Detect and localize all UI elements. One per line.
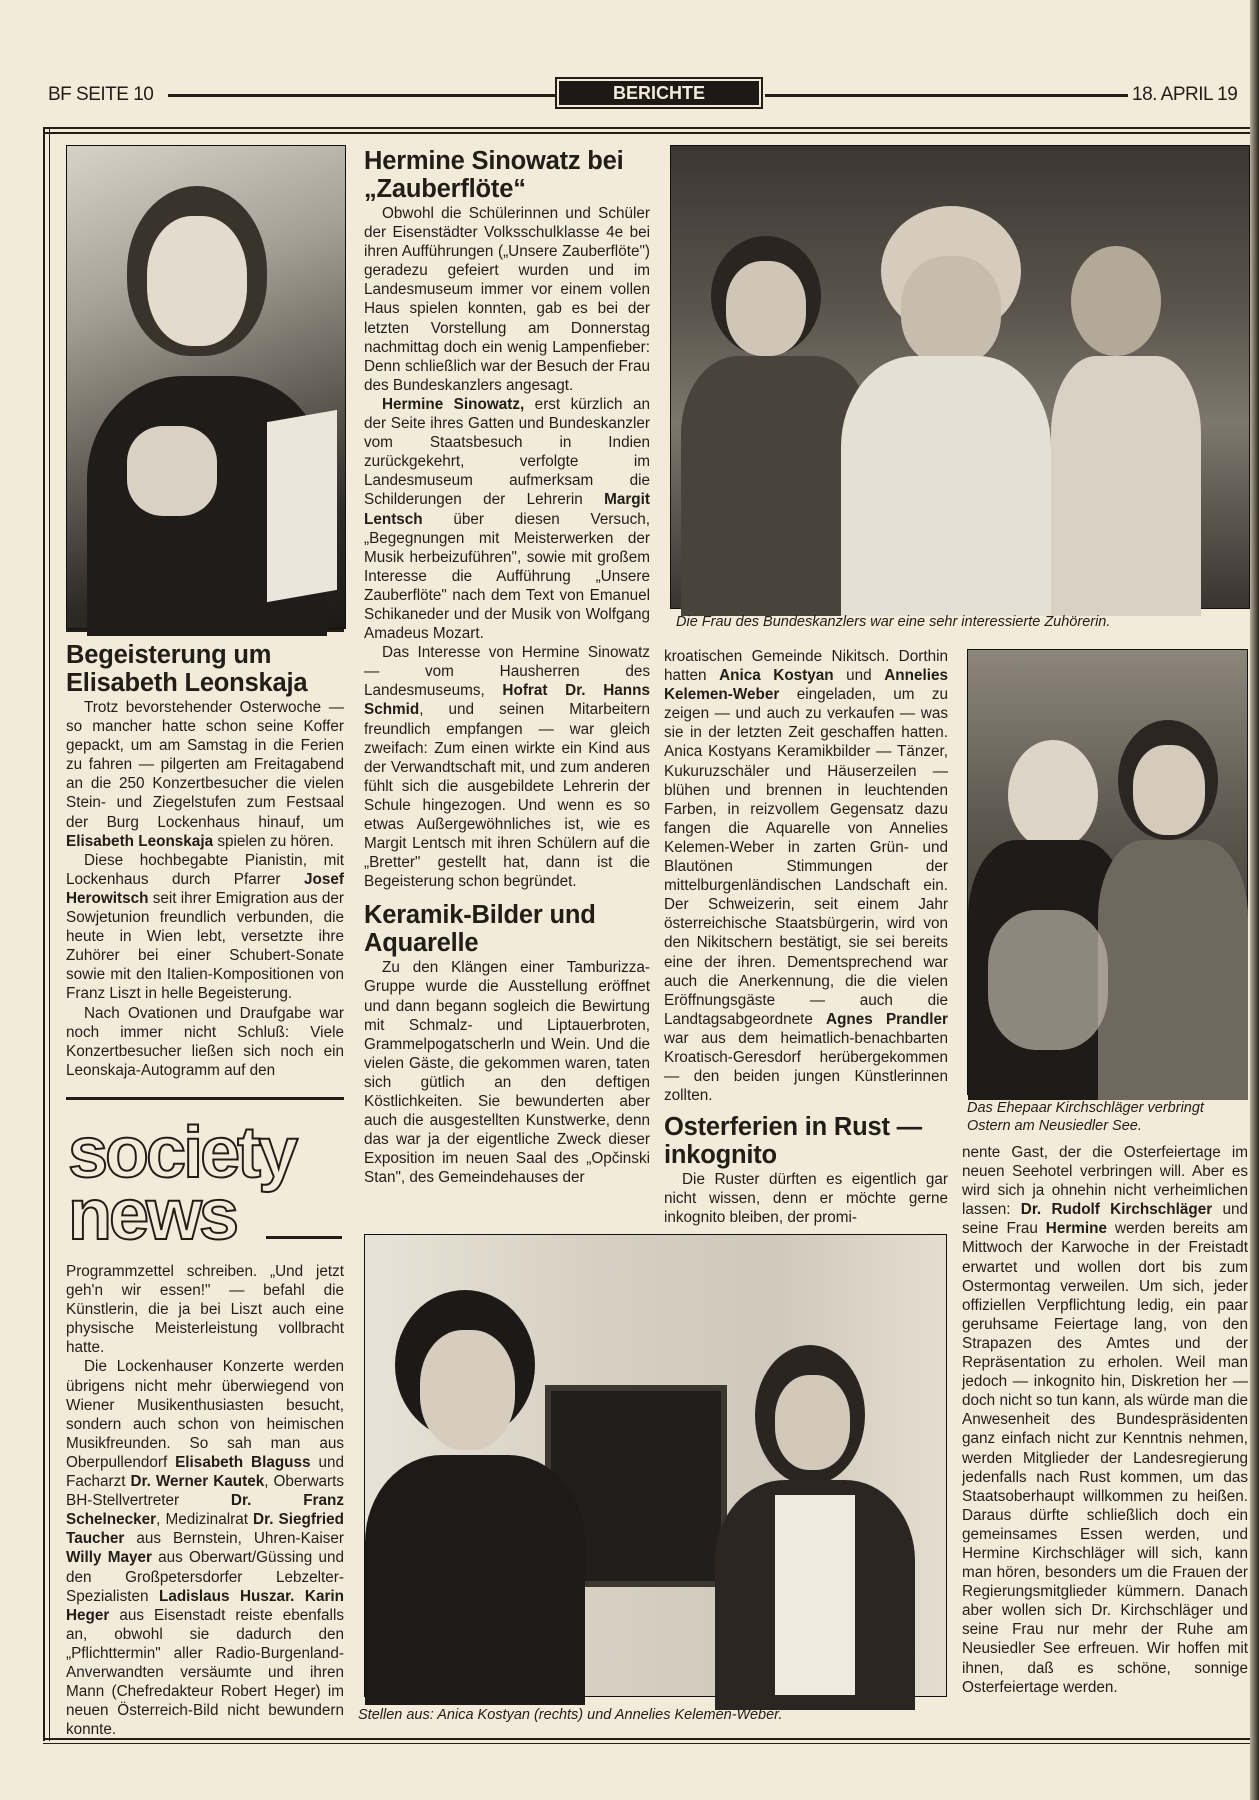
article-sinowatz [364, 147, 650, 1222]
column-rule [66, 629, 344, 632]
page-label: BF SEITE 10 [48, 84, 154, 105]
bold-name: Hermine [1045, 1220, 1108, 1238]
bold-name: Elisabeth Blaguss [175, 1453, 311, 1471]
caption-couple-line2: Ostern am Neusiedler See. [967, 1118, 1142, 1134]
bold-name: Agnes Prandler [826, 1010, 949, 1028]
frame-border-left [43, 127, 50, 1741]
page-binding-edge [1250, 0, 1259, 1800]
photo-couple [967, 649, 1248, 1095]
column-rule [66, 1097, 344, 1100]
bold-name: Dr. Franz Schelnecker [66, 1492, 344, 1529]
headline: Keramik-Bilder und Aquarelle [364, 901, 596, 958]
header-rule [765, 94, 1128, 97]
paragraph: Das Interesse von Hermine Sinowatz — vom Hausherren des Landesmuseums, Hofrat Dr. Hanns Schmid, und seinen Mitarbeitern freundlich empfangen — war gleich zweifach: Zum einen wirkte ein Kind aus der Verwandtschaft mit, und zum anderen fühlt sich die ausgebildete Lehrerin der Schule hingezogen. Und wenn es so etwas Außergewöhnliches ist, wie es Margit Lentsch mit ihren Schülern auf die „Bretter" gestellt hat, dann ist die Begeisterung schon begründet. [364, 644, 650, 891]
paragraph: Die Lockenhauser Konzerte werden übrigens nicht mehr überwiegend von Wiener Musikenthusiasten besucht, sondern auch schon von heimischen Musikfreunden. So sah man aus Oberpullendorf Elisabeth Blaguss und Facharzt Dr. Werner Kautek, Oberwarts BH-Stellvertreter Dr. Franz Schelnecker, Medizinalrat Dr. Siegfried Taucher aus Bernstein, Uhren-Kaiser Willy Mayer aus Oberwart/Güssing und den Großpetersdorfer Lebzelter-Spezialisten Ladislaus Huszar. Karin Heger aus Eisenstadt reiste ebenfalls an, obwohl sie dadurch den „Pflichttermin" aller Radio-Burgenland-Anverwandten versäumte und ihren Mann (Chefredakteur Robert Heger) im neuen Österreich-Bild nicht bewundern konnte. [66, 1358, 345, 1739]
bold-name: Margit Lentsch [364, 491, 650, 528]
paragraph: Diese hochbegabte Pianistin, mit Lockenhaus durch Pfarrer Josef Herowitsch seit ihrer Emigration aus der Sowjetunion freundlich verbunden, die heute in Wien lebt, versetzte ihre Zuhörer bei einer Schubert-Sonate sowie mit den Italien-Kompositionen von Franz Liszt in helle Begeisterung. [66, 851, 344, 1003]
paragraph: nente Gast, der die Osterfeiertage im neuen Seehotel verbringen will. Aber es wird sich ja ohnehin nicht verheimlichen lassen: Dr. Rudolf Kirchschläger und seine Frau Hermine werden bereits am Mittwoch der Karwoche in der Freistadt erwartet und wollen dort bis zum Ostermontag verweilen. Um sich, jeder offiziellen Verpflichtung ledig, ein paar geruhsame Feiertage lang, von den Strapazen des Amtes und der Repräsentation zu erholen. Weil man jedoch — inkognito hin, Diskretion her — doch nicht so tun kann, als würde man die Anwesenheit des Bundespräsidenten ganz einfach nicht zur Kenntnis nehmen, werden Mitglieder der Landesregierung jedenfalls nach Rust kommen, um das Staatsoberhaupt willkommen zu heißen. Daraus dürfte schließlich doch ein gemeinsames Essen werden, und Hermine Kirchschläger will sich, kann man hören, besonders um die Frauen der Regierungsmitglieder kümmern. Danach aber wollen sich Dr. Kirchschläger und seine Frau nur mehr der Ruhe am Neusiedler See erfreuen. Wir hoffen mit ihnen, daß es schöne, sonnige Osterfeiertage werden. [962, 1144, 1248, 1696]
photo-artists [364, 1234, 947, 1697]
photo-pianist [66, 145, 346, 629]
section-label-box [555, 77, 763, 109]
logo-word-news: news [68, 1175, 237, 1255]
paragraph: kroatischen Gemeinde Nikitsch. Dorthin hatten Anica Kostyan und Annelies Kelemen-Weber eingeladen, um zu zeigen — und auch zu verkaufen — was sie in der letzten Zeit geschaffen hatten. Anica Kostyans Keramikbilder — Tänzer, Kukuruzschäler und Häuserzeilen — blühen und brennen in leuchtenden Farben, in reizvollem Gegensatz dazu fangen die Aquarelle von Annelies Kelemen-Weber in zarten Grün- und Blautönen Stimmungen der mittelburgenländischen Landschaft ein. Der Schweizerin, seit einem Jahr österreichische Staatsbürgerin, wird von den Nikitschern bestätigt, sie sei bereits eine der ihren. Dementsprechend war auch die Anerkennung, die die vielen Eröffnungsgäste — auch die Landtagsabgeordnete Agnes Prandler war aus dem heimatlich-benachbarten Kroatisch-Geresdorf herübergekommen — den beiden jungen Künstlerinnen zollten. [664, 648, 949, 1105]
bold-name: Annelies Kelemen-Weber [664, 667, 948, 704]
headline: Hermine Sinowatz bei „Zauberflöte“ [364, 147, 624, 203]
paragraph: Die Ruster dürften es eigentlich gar nicht wissen, denn er möchte gerne inkognito bleiben, der promi- [664, 1171, 948, 1227]
bold-name: Dr. Werner Kautek [130, 1473, 265, 1491]
bold-name: Anica Kostyan [719, 667, 834, 685]
headline: Osterferien in Rust — inkognito [664, 1113, 922, 1170]
bold-name: Willy Mayer [66, 1549, 152, 1567]
article-leonskaja [66, 641, 344, 1093]
headline: Begeisterung um Elisabeth Leonskaja [66, 641, 308, 697]
bold-name: Elisabeth Leonskaja [66, 832, 214, 850]
bold-name: Dr. Siegfried Taucher [66, 1511, 344, 1548]
header-rule [168, 94, 555, 97]
caption-audience: Die Frau des Bundeskanzlers war eine sehr interessierte Zuhörerin. [676, 614, 1111, 630]
paragraph: Hermine Sinowatz, erst kürzlich an der Seite ihres Gatten und Bundeskanzler vom Staatsbesuch in Indien zurückgekehrt, verfolgte im Landesmuseum aufmerksam die Schilderungen der Lehrerin Margit Lentsch über diesen Versuch, „Begegnungen mit Meisterwerken der Musik herbeizuführen", sowie mit großem Interesse die Aufführung „Unsere Zauberflöte" nach dem Text von Emanuel Schikaneder und der Musik von Wolfgang Amadeus Mozart. [364, 395, 650, 643]
logo-rule [266, 1236, 342, 1239]
caption-artists: Stellen aus: Anica Kostyan (rechts) und Annelies Kelemen-Weber. [358, 1707, 783, 1723]
logo-word-society: society [68, 1113, 296, 1193]
issue-date: 18. APRIL 19 [1132, 84, 1238, 105]
frame-border-top [43, 127, 1259, 134]
paragraph: Obwohl die Schülerinnen und Schüler der Eisenstädter Volksschulklasse 4e bei ihren Aufführungen („Unsere Zauberflöte") geradezu gefeiert wurden und im Landesmuseum immer vor einem vollen Haus spielen konnten, gab es bei der letzten Vorstellung am Donnerstag nachmittag doch ein wenig Lampenfieber: Denn schließlich war der Besuch der Frau des Bundeskanzlers angesagt. [364, 205, 650, 394]
society-news-logo [66, 1113, 346, 1256]
article-rust-continued [962, 1143, 1248, 1728]
article-leonskaja-continued [66, 1262, 345, 1739]
bold-name: Ladislaus Huszar. Karin Heger [66, 1587, 345, 1624]
photo-audience [670, 145, 1250, 609]
bold-name: Hermine Sinowatz, [382, 395, 525, 413]
paragraph: Nach Ovationen und Draufgabe war noch immer nicht Schluß: Viele Konzertbesucher ließen sich noch ein Leonskaja-Autogramm auf den [66, 1004, 344, 1079]
bold-name: Hofrat Dr. Hanns Schmid [364, 682, 650, 719]
paragraph: Zu den Klängen einer Tamburizza-Gruppe wurde die Ausstellung eröffnet und dann begann sogleich die Bewirtung mit Schmalz- und Liptauerbroten, Grammelpogatscherln und Wein. Und die vielen Gäste, die gekommen waren, taten sich gütlich an den deftigen Köstlichkeiten. Sie bewunderten aber auch die ausgestellten Kunstwerke, denn das war ja der eigentliche Zweck dieser Exposition im neuen Saal des „Opčinski Stan", des Gemeindehauses der [364, 959, 650, 1187]
bold-name: Josef Herowitsch [66, 870, 344, 907]
article-keramik-continued [664, 647, 949, 1227]
paragraph: Programmzettel schreiben. „Und jetzt geh'n wir essen!" — befahl die Künstlerin, die ja bei Liszt auch eine physische Meisterleistung vollbracht hatte. [66, 1263, 344, 1357]
paragraph: Trotz bevorstehender Osterwoche — so mancher hatte schon seine Koffer gepackt, um am Samstag in die Ferien zu fahren — pilgerten am Freitagabend an die 250 Konzertbesucher die vielen Stein- und Ziegelstufen zum Festsaal der Burg Lockenhaus hinauf, um Elisabeth Leonskaja spielen zu hören. [66, 699, 344, 850]
caption-couple-line1: Das Ehepaar Kirchschläger verbringt [967, 1100, 1204, 1116]
bold-name: Dr. Rudolf Kirchschläger [1020, 1201, 1213, 1219]
section-label: BERICHTE [559, 81, 759, 105]
